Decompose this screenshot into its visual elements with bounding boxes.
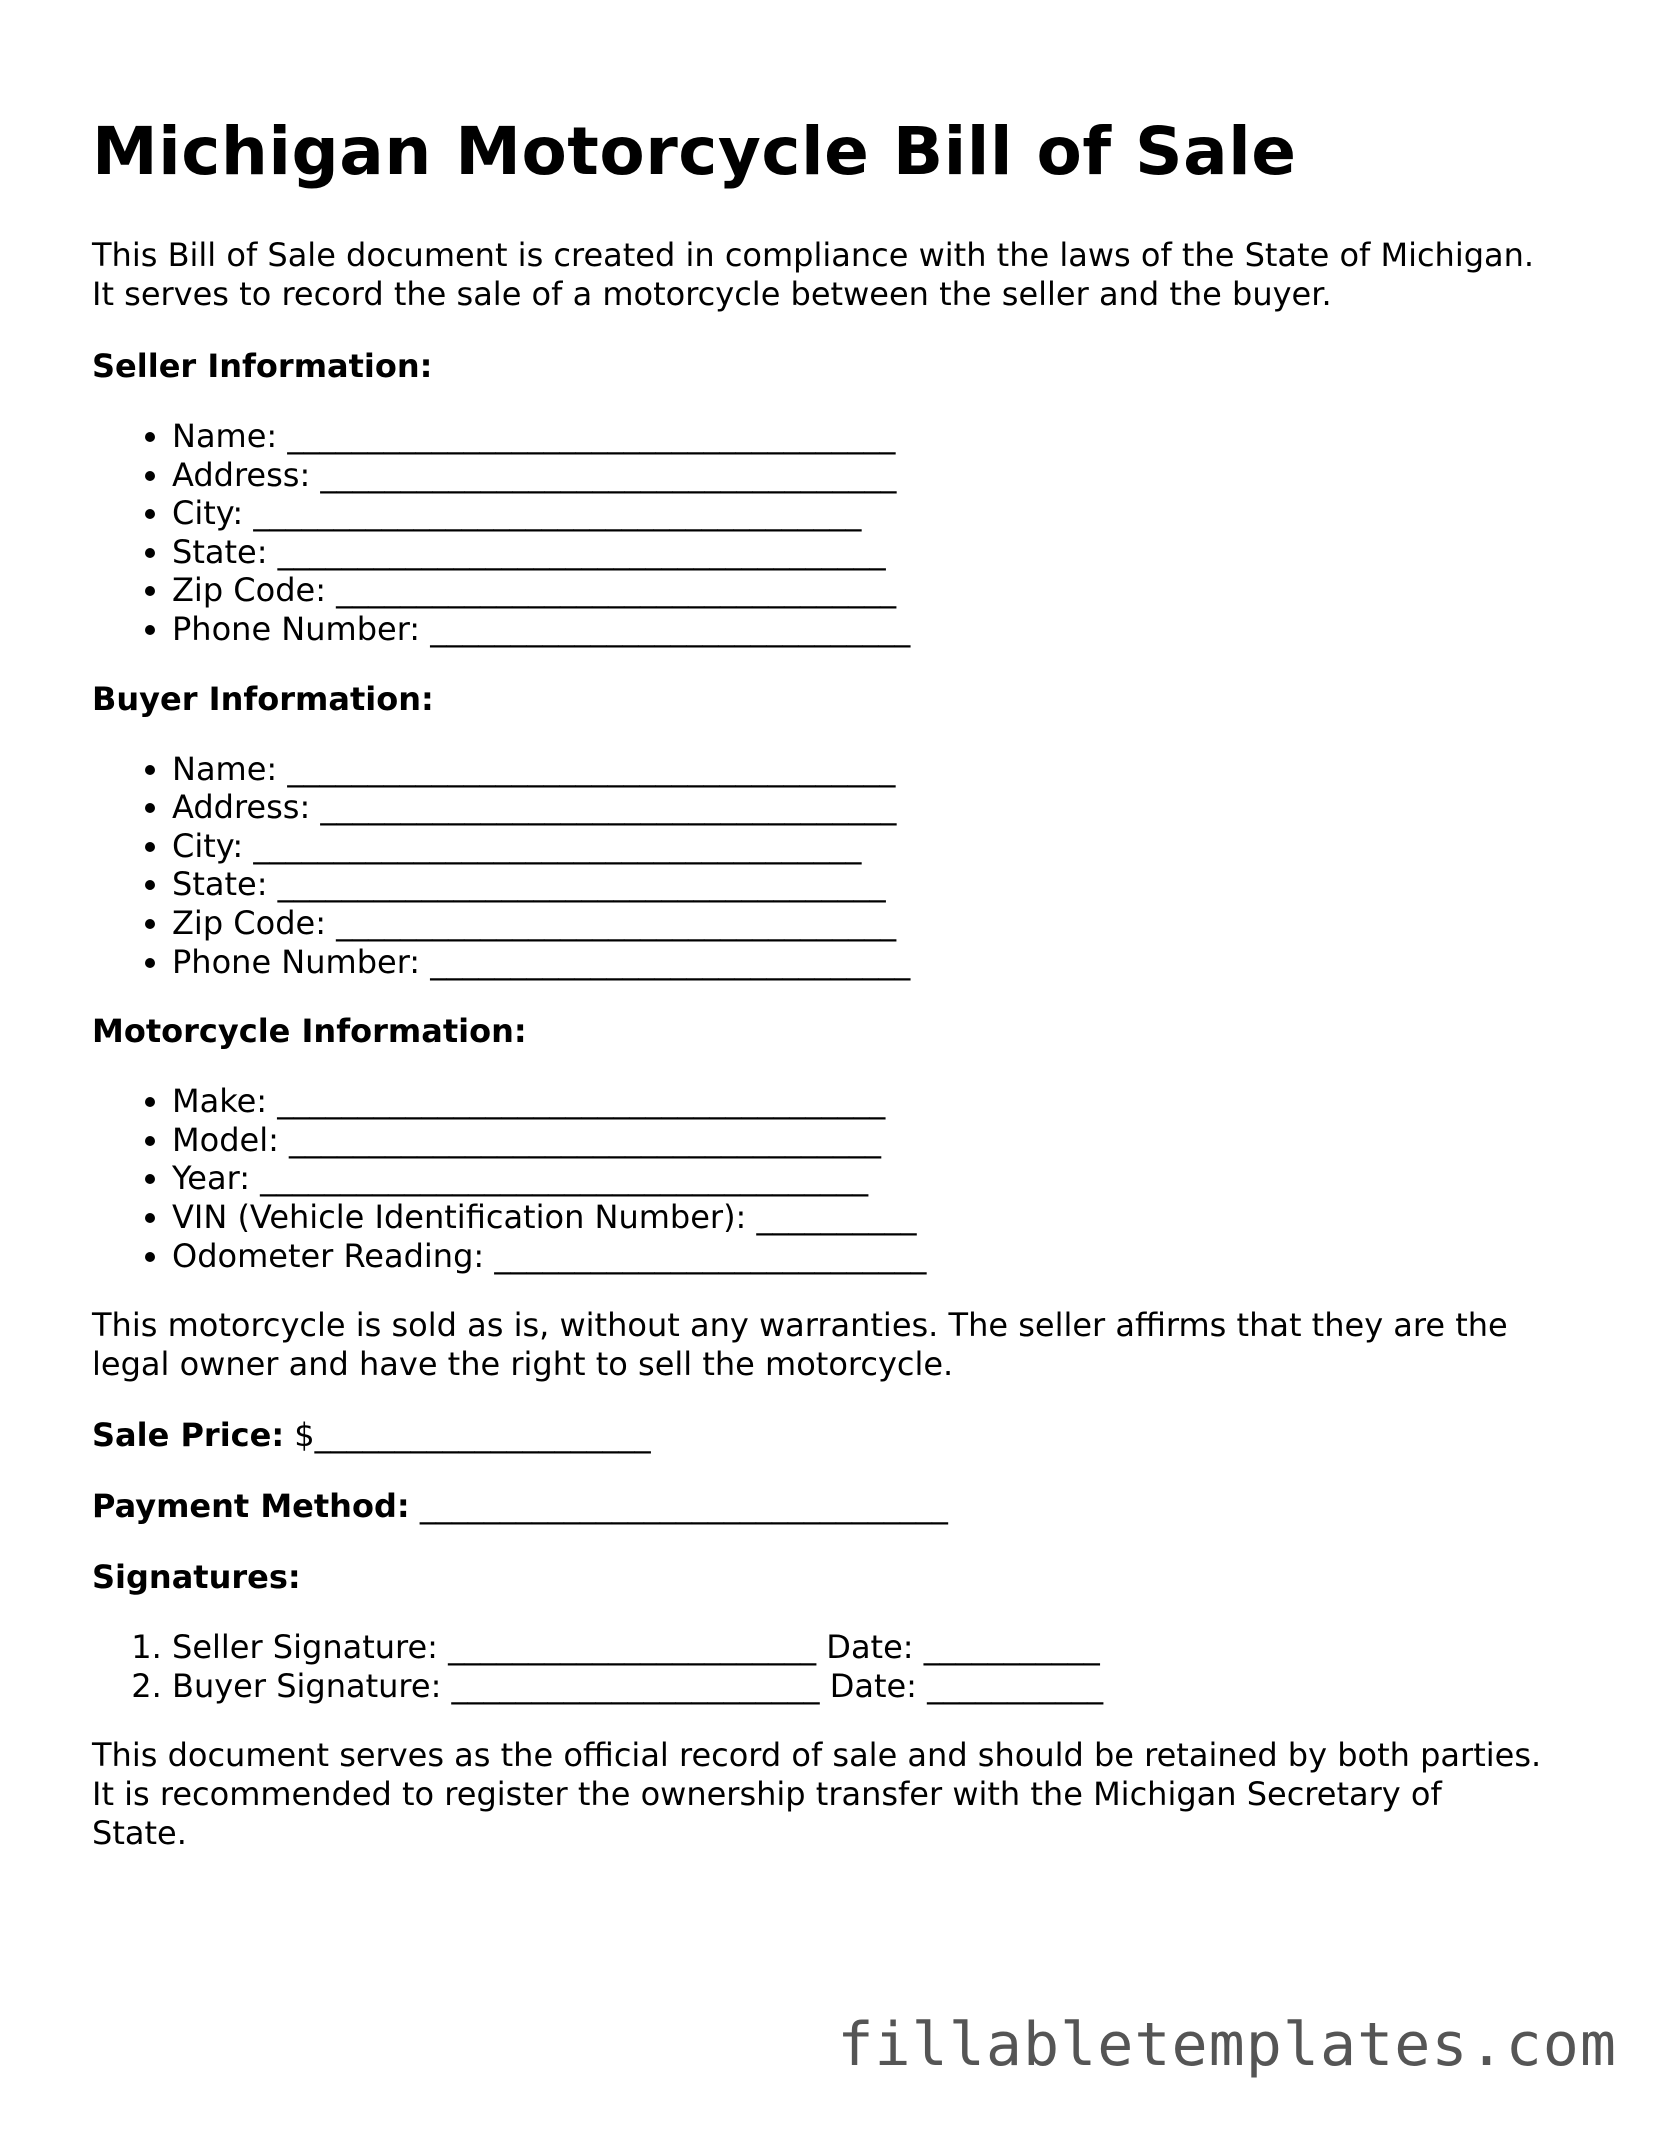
seller-state-field: • State: ______________________________________ <box>172 533 1572 572</box>
document-title: Michigan Motorcycle Bill of Sale <box>92 113 1297 190</box>
buyer-signature-line: 2. Buyer Signature: _______________________ Date: ___________ <box>172 1667 1572 1706</box>
buyer-zip-field: • Zip Code: ___________________________________ <box>172 904 1572 943</box>
buyer-phone-field: • Phone Number: ______________________________ <box>172 943 1572 982</box>
motorcycle-make-field: • Make: ______________________________________ <box>172 1082 1572 1121</box>
motorcycle-heading: Motorcycle Information: <box>92 1012 527 1051</box>
motorcycle-field-list <box>92 1082 1572 1275</box>
seller-zip-field: • Zip Code: ___________________________________ <box>172 571 1572 610</box>
seller-phone-field: • Phone Number: ______________________________ <box>172 610 1572 649</box>
buyer-heading: Buyer Information: <box>92 679 434 718</box>
closing-paragraph: This document serves as the official record of sale and should be retained by both parties. It is recommended to register the ownership transfer with the Michigan Secretary of State. <box>92 1736 1542 1853</box>
payment-method-blank: _________________________________ <box>419 1487 948 1526</box>
signatures-heading: Signatures: <box>92 1558 301 1597</box>
seller-name-field: • Name: ______________________________________ <box>172 417 1572 456</box>
watermark-text: fillabletemplates.com <box>837 2010 1617 2080</box>
seller-city-field: • City: ______________________________________ <box>172 494 1572 533</box>
as-is-paragraph: This motorcycle is sold as is, without any warranties. The seller affirms that they are the legal owner and have the right to sell the motorcycle. <box>92 1306 1508 1384</box>
seller-heading: Seller Information: <box>92 347 433 385</box>
motorcycle-vin-field: • VIN (Vehicle Identification Number): __________ <box>172 1198 1572 1237</box>
payment-method-label: Payment Method: <box>92 1487 410 1526</box>
buyer-state-field: • State: ______________________________________ <box>172 865 1572 904</box>
payment-method-line <box>92 1487 1572 1526</box>
intro-paragraph: This Bill of Sale document is created in compliance with the laws of the State of Michigan. It serves to record the sale of a motorcycle between the seller and the buyer. <box>92 236 1535 313</box>
buyer-address-field: • Address: ____________________________________ <box>172 788 1572 827</box>
motorcycle-odometer-field: • Odometer Reading: ___________________________ <box>172 1237 1572 1276</box>
document-page <box>92 112 1572 1853</box>
motorcycle-year-field: • Year: ______________________________________ <box>172 1159 1572 1198</box>
sale-price-line <box>92 1416 1572 1455</box>
buyer-name-field: • Name: ______________________________________ <box>172 750 1572 789</box>
buyer-city-field: • City: ______________________________________ <box>172 827 1572 866</box>
sale-price-label: Sale Price: <box>92 1416 285 1455</box>
seller-address-field: • Address: ____________________________________ <box>172 456 1572 495</box>
sale-price-blank: $_____________________ <box>294 1416 651 1455</box>
buyer-field-list <box>92 750 1572 982</box>
signature-list <box>92 1628 1572 1705</box>
seller-signature-line: 1. Seller Signature: _______________________ Date: ___________ <box>172 1628 1572 1667</box>
seller-field-list <box>92 417 1572 649</box>
motorcycle-model-field: • Model: _____________________________________ <box>172 1121 1572 1160</box>
